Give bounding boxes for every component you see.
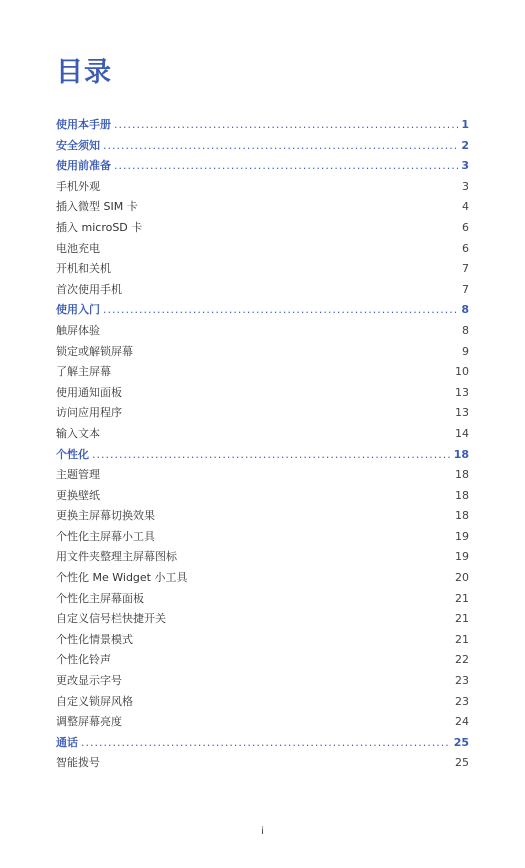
toc-page-number: 8 [462, 323, 469, 337]
toc-entry-link[interactable] [56, 219, 469, 240]
toc-entry-link[interactable] [56, 178, 469, 199]
table-of-contents [56, 116, 469, 775]
toc-page-number: 23 [455, 674, 469, 688]
toc-page-number: 13 [455, 385, 469, 399]
toc-section-link[interactable] [56, 734, 469, 755]
toc-entry-link[interactable] [56, 528, 469, 549]
toc-label: 更改显示字号 [56, 674, 122, 688]
page-title: 目录 [56, 57, 112, 88]
toc-label: 插入微型 SIM 卡 [56, 200, 138, 214]
dot-leader [92, 448, 451, 461]
toc-entry-link[interactable] [56, 507, 469, 528]
toc-page-number: 18 [455, 468, 469, 482]
toc-entry-link[interactable] [56, 466, 469, 487]
toc-page-number: 8 [461, 303, 469, 317]
toc-page-number: 25 [453, 735, 469, 749]
toc-page-number: 14 [455, 426, 469, 440]
toc-label: 个性化 Me Widget 小工具 [56, 571, 188, 585]
toc-page-number: 25 [455, 756, 469, 770]
toc-label: 个性化主屏幕面板 [56, 591, 144, 605]
toc-page-number: 4 [462, 200, 469, 214]
toc-page-number: 18 [453, 447, 469, 461]
toc-entry-link[interactable] [56, 260, 469, 281]
dot-leader [81, 736, 451, 749]
toc-label: 个性化 [56, 447, 89, 461]
toc-entry-link[interactable] [56, 610, 469, 631]
toc-section-link[interactable] [56, 157, 469, 178]
toc-label: 通话 [56, 735, 78, 749]
toc-label: 用文件夹整理主屏幕图标 [56, 550, 177, 564]
toc-label: 使用通知面板 [56, 385, 122, 399]
toc-entry-link[interactable] [56, 343, 469, 364]
toc-entry-link[interactable] [56, 548, 469, 569]
toc-entry-link[interactable] [56, 281, 469, 302]
toc-label: 使用前准备 [56, 159, 111, 173]
toc-label: 插入 microSD 卡 [56, 220, 143, 234]
toc-page-number: 19 [455, 529, 469, 543]
toc-label: 使用本手册 [56, 118, 111, 131]
toc-label: 更换主屏幕切换效果 [56, 509, 155, 523]
toc-label: 访问应用程序 [56, 406, 122, 420]
toc-label: 了解主屏幕 [56, 365, 111, 379]
toc-label: 开机和关机 [56, 262, 111, 276]
toc-page-number: 1 [461, 118, 469, 131]
toc-entry-link[interactable] [56, 631, 469, 652]
toc-entry-link[interactable] [56, 754, 469, 775]
toc-entry-link[interactable] [56, 651, 469, 672]
toc-entry-link[interactable] [56, 404, 469, 425]
toc-label: 个性化情景模式 [56, 632, 133, 646]
toc-label: 首次使用手机 [56, 282, 122, 296]
toc-page-number: 19 [455, 550, 469, 564]
toc-page-number: 3 [462, 179, 469, 193]
dot-leader [103, 139, 458, 152]
toc-entry-link[interactable] [56, 322, 469, 343]
dot-leader [114, 159, 458, 172]
toc-label: 调整屏幕亮度 [56, 715, 122, 729]
toc-page-number: 23 [455, 694, 469, 708]
toc-section-link[interactable] [56, 301, 469, 322]
toc-page-number: 21 [455, 612, 469, 626]
toc-label: 电池充电 [56, 241, 100, 255]
toc-label: 智能拨号 [56, 756, 100, 770]
toc-label: 个性化铃声 [56, 653, 111, 667]
toc-section-link[interactable] [56, 116, 469, 137]
toc-entry-link[interactable] [56, 672, 469, 693]
toc-page-number: 9 [462, 344, 469, 358]
toc-page-number: 22 [455, 653, 469, 667]
toc-entry-link[interactable] [56, 198, 469, 219]
toc-page-number: 3 [461, 159, 469, 173]
toc-entry-link[interactable] [56, 590, 469, 611]
toc-entry-link[interactable] [56, 693, 469, 714]
toc-entry-link[interactable] [56, 713, 469, 734]
toc-entry-link[interactable] [56, 240, 469, 261]
toc-entry-link[interactable] [56, 569, 469, 590]
dot-leader [114, 118, 458, 131]
toc-label: 锁定或解锁屏幕 [56, 344, 133, 358]
toc-label: 自定义锁屏风格 [56, 694, 133, 708]
toc-section-link[interactable] [56, 137, 469, 158]
toc-page-number: 21 [455, 591, 469, 605]
toc-entry-link[interactable] [56, 363, 469, 384]
toc-page-number: 10 [455, 365, 469, 379]
toc-entry-link[interactable] [56, 425, 469, 446]
toc-label: 安全须知 [56, 138, 100, 152]
toc-label: 更换壁纸 [56, 488, 100, 502]
toc-page-number: 6 [462, 241, 469, 255]
toc-label: 使用入门 [56, 303, 100, 317]
toc-page-number: 7 [462, 262, 469, 276]
toc-page-number: 18 [455, 509, 469, 523]
toc-page-number: 7 [462, 282, 469, 296]
toc-page-number: 24 [455, 715, 469, 729]
toc-label: 主题管理 [56, 468, 100, 482]
toc-label: 个性化主屏幕小工具 [56, 529, 155, 543]
toc-page-number: 20 [455, 571, 469, 585]
toc-label: 自定义信号栏快捷开关 [56, 612, 166, 626]
toc-page-number: 18 [455, 488, 469, 502]
toc-label: 手机外观 [56, 179, 100, 193]
page-number: i [261, 826, 264, 837]
toc-page-number: 13 [455, 406, 469, 420]
toc-entry-link[interactable] [56, 384, 469, 405]
toc-label: 输入文本 [56, 426, 100, 440]
toc-page-number: 6 [462, 220, 469, 234]
toc-entry-link[interactable] [56, 487, 469, 508]
toc-page-number: 21 [455, 632, 469, 646]
toc-section-link[interactable] [56, 446, 469, 467]
toc-page-number: 2 [461, 138, 469, 152]
dot-leader [103, 303, 458, 316]
toc-label: 触屏体验 [56, 323, 100, 337]
